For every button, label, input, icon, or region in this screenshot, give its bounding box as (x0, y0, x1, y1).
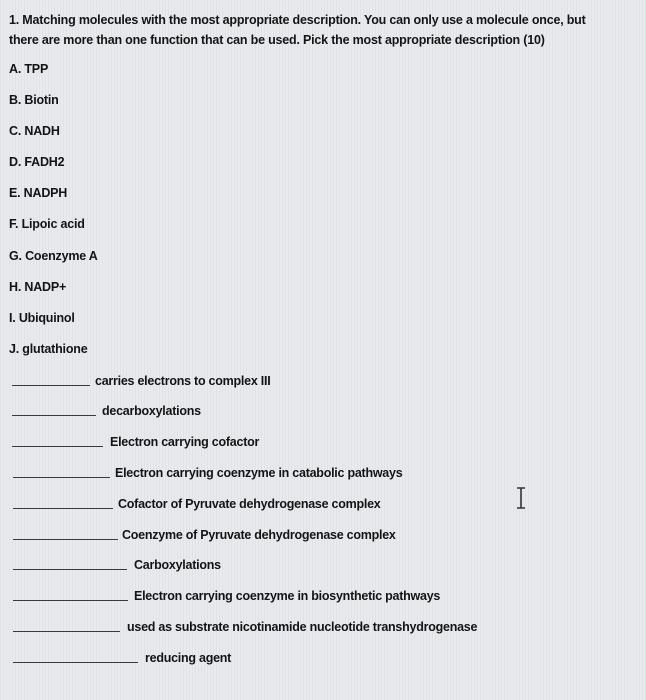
choice-c: C. NADH (9, 124, 60, 138)
question-prompt (9, 10, 643, 50)
answer-blank-3[interactable] (12, 446, 103, 447)
choice-j: J. glutathione (9, 342, 88, 356)
answer-blank-8[interactable] (13, 600, 128, 601)
description-1: carries electrons to complex III (95, 374, 271, 388)
answer-blank-5[interactable] (13, 508, 113, 509)
description-3: Electron carrying cofactor (110, 435, 260, 449)
choice-d: D. FADH2 (9, 155, 65, 169)
description-5: Cofactor of Pyruvate dehydrogenase complex (118, 497, 381, 511)
answer-blank-7[interactable] (13, 569, 127, 570)
choice-b: B. Biotin (9, 93, 59, 107)
description-10: reducing agent (145, 651, 232, 665)
question-line-2: there are more than one function that can be used. Pick the most appropriate description (10) (9, 33, 545, 47)
choice-a: A. TPP (9, 62, 49, 76)
question-line-1: 1. Matching molecules with the most appropriate description. You can only use a molecule once, but (9, 13, 586, 27)
choice-h: H. NADP+ (9, 280, 67, 294)
choice-g: G. Coenzyme A (9, 249, 98, 263)
description-9: used as substrate nicotinamide nucleotide transhydrogenase (127, 620, 478, 634)
description-4: Electron carrying coenzyme in catabolic pathways (115, 466, 403, 480)
answer-blank-2[interactable] (12, 415, 96, 416)
choice-e: E. NADPH (9, 186, 68, 200)
text-cursor-icon (514, 487, 528, 509)
answer-blank-9[interactable] (13, 631, 120, 632)
description-8: Electron carrying coenzyme in biosynthetic pathways (134, 589, 441, 603)
description-7: Carboxylations (134, 558, 221, 572)
choice-i: I. Ubiquinol (9, 311, 75, 325)
choice-f: F. Lipoic acid (9, 217, 85, 231)
answer-blank-10[interactable] (13, 662, 138, 663)
answer-blank-1[interactable] (12, 385, 90, 386)
answer-blank-6[interactable] (13, 539, 118, 540)
description-2: decarboxylations (102, 404, 201, 418)
description-6: Coenzyme of Pyruvate dehydrogenase complex (122, 528, 396, 542)
answer-blank-4[interactable] (13, 477, 110, 478)
